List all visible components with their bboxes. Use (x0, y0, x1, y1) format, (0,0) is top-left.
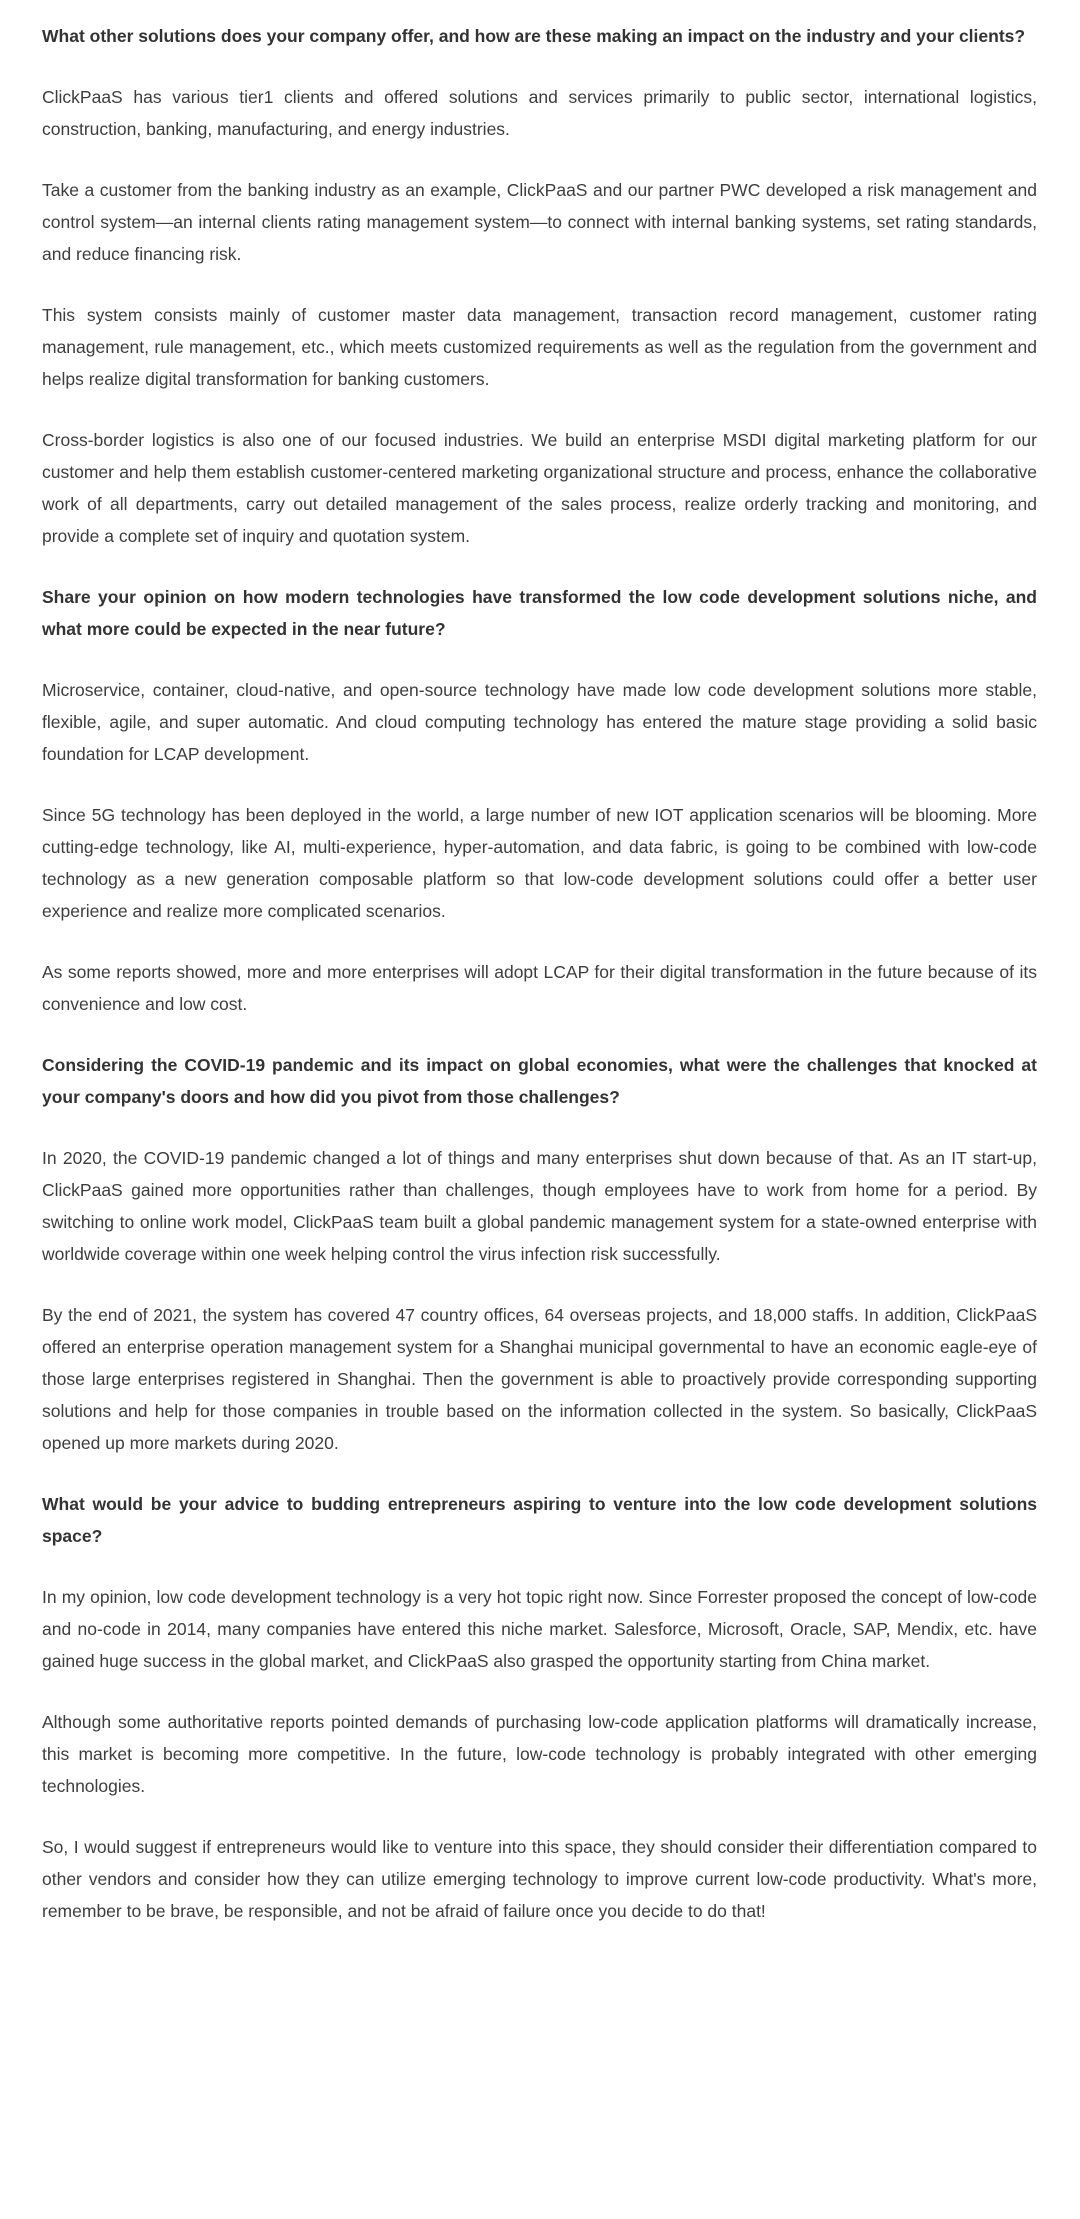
question-modern-technologies: Share your opinion on how modern technologies have transformed the low code development solutions niche, and what more could be expected in the near future? (42, 587, 1037, 639)
answer-paragraph: Cross-border logistics is also one of our focused industries. We build an enterprise MSDI digital marketing platform for our customer and help them establish customer-centered marketing organizational structure and process, enhance the collaborative work of all departments, carry out detailed management of the sales process, realize orderly tracking and monitoring, and provide a complete set of inquiry and quotation system. (42, 430, 1037, 546)
answer-paragraph: In 2020, the COVID-19 pandemic changed a lot of things and many enterprises shut down because of that. As an IT start-up, ClickPaaS gained more opportunities rather than challenges, though employees have to work from home for a period. By switching to online work model, ClickPaaS team built a global pandemic management system for a state-owned enterprise with worldwide coverage within one week helping control the virus infection risk successfully. (42, 1148, 1037, 1264)
question-advice-entrepreneurs: What would be your advice to budding entrepreneurs aspiring to venture into the low code development solutions space? (42, 1494, 1037, 1546)
question-covid-challenges: Considering the COVID-19 pandemic and its impact on global economies, what were the challenges that knocked at your company's doors and how did you pivot from those challenges? (42, 1055, 1037, 1107)
qa-section-advice-entrepreneurs (42, 1488, 1037, 1927)
answer-paragraph: As some reports showed, more and more enterprises will adopt LCAP for their digital transformation in the future because of its convenience and low cost. (42, 962, 1037, 1014)
answer-paragraph: So, I would suggest if entrepreneurs would like to venture into this space, they should consider their differentiation compared to other vendors and consider how they can utilize emerging technology to improve current low-code productivity. What's more, remember to be brave, be responsible, and not be afraid of failure once you decide to do that! (42, 1837, 1037, 1921)
answer-paragraph: Since 5G technology has been deployed in the world, a large number of new IOT application scenarios will be blooming. More cutting-edge technology, like AI, multi-experience, hyper-automation, and data fabric, is going to be combined with low-code technology as a new generation composable platform so that low-code development solutions could offer a better user experience and realize more complicated scenarios. (42, 805, 1037, 921)
answer-paragraph: By the end of 2021, the system has covered 47 country offices, 64 overseas projects, and 18,000 staffs. In addition, ClickPaaS offered an enterprise operation management system for a Shanghai municipal governmental to have an economic eagle-eye of those large enterprises registered in Shanghai. Then the government is able to proactively provide corresponding supporting solutions and help for those companies in trouble based on the information collected in the system. So basically, ClickPaaS opened up more markets during 2020. (42, 1305, 1037, 1453)
answer-paragraph: In my opinion, low code development technology is a very hot topic right now. Since Forrester proposed the concept of low-code and no-code in 2014, many companies have entered this niche market. Salesforce, Microsoft, Oracle, SAP, Mendix, etc. have gained huge success in the global market, and ClickPaaS also grasped the opportunity starting from China market. (42, 1587, 1037, 1671)
answer-paragraph: ClickPaaS has various tier1 clients and offered solutions and services primarily to public sector, international logistics, construction, banking, manufacturing, and energy industries. (42, 87, 1037, 139)
question-other-solutions: What other solutions does your company offer, and how are these making an impact on the industry and your clients? (42, 26, 1026, 46)
qa-section-solutions (42, 20, 1037, 552)
answer-paragraph: This system consists mainly of customer master data management, transaction record management, customer rating management, rule management, etc., which meets customized requirements as well as the regulation from the government and helps realize digital transformation for banking customers. (42, 305, 1037, 389)
qa-section-modern-technologies (42, 581, 1037, 1020)
qa-section-covid-challenges (42, 1049, 1037, 1459)
answer-paragraph: Take a customer from the banking industry as an example, ClickPaaS and our partner PWC developed a risk management and control system—an internal clients rating management system—to connect with internal banking systems, set rating standards, and reduce financing risk. (42, 180, 1037, 264)
answer-paragraph: Microservice, container, cloud-native, and open-source technology have made low code development solutions more stable, flexible, agile, and super automatic. And cloud computing technology has entered the mature stage providing a solid basic foundation for LCAP development. (42, 680, 1037, 764)
answer-paragraph: Although some authoritative reports pointed demands of purchasing low-code application platforms will dramatically increase, this market is becoming more competitive. In the future, low-code technology is probably integrated with other emerging technologies. (42, 1712, 1037, 1796)
